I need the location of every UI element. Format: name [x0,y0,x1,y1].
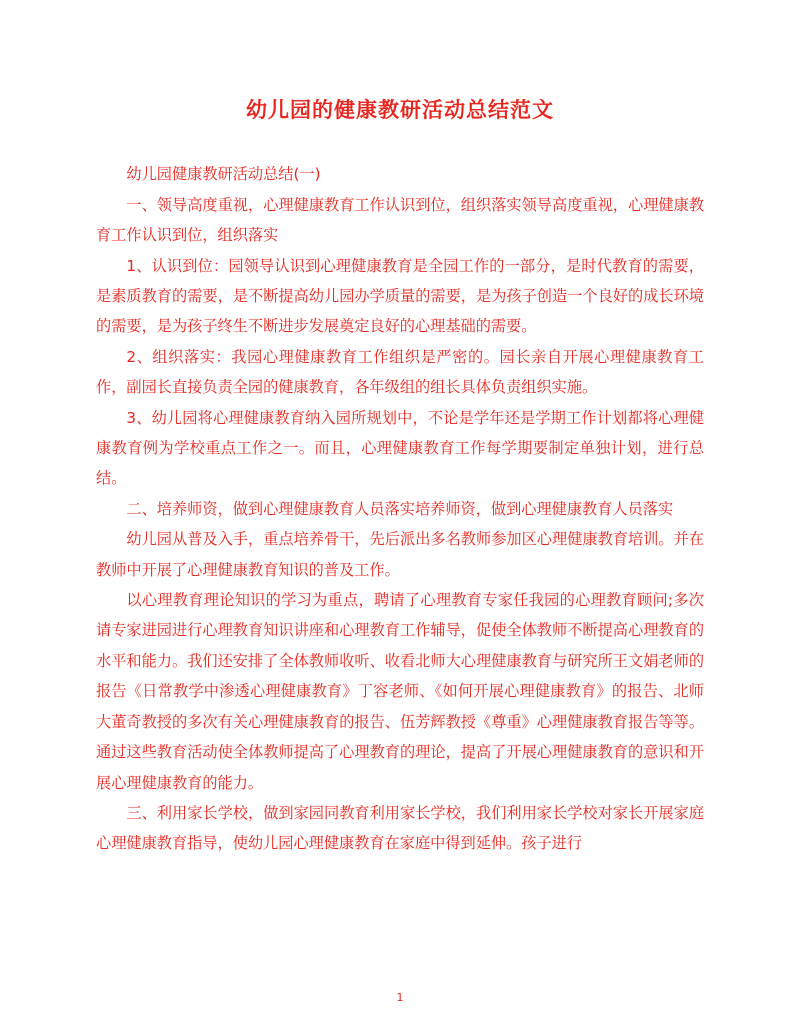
paragraph: 3、幼儿园将心理健康教育纳入园所规划中，不论是学年还是学期工作计划都将心理健康教育例为学校重点工作之一。而且，心理健康教育工作每学期要制定单独计划，进行总结。 [96,408,704,488]
paragraph: 2、组织落实：我园心理健康教育工作组织是严密的。园长亲自开展心理健康教育工作，副园长直接负责全园的健康教育，各年级组的组长具体负责组织实施。 [96,347,704,397]
paragraph-heading-section: 幼儿园健康教研活动总结(一) [126,165,321,184]
paragraph: 幼儿园从普及入手，重点培养骨干，先后派出多名教师参加区心理健康教育培训。并在教师中开展了心理健康教育知识的普及工作。 [96,530,704,579]
paragraph: 以心理教育理论知识的学习为重点，聘请了心理教育专家任我园的心理教育顾问;多次请专家进园进行心理教育知识讲座和心理教育工作辅导，促使全体教师不断提高心理教育的水平和能力。我们还安排了全体教师收听、收看北师大心理健康教育与研究所王文娟老师的报告《日常教学中渗透心理健康教育》丁容老师、《如何开展心理健康教育》的报告、北师大董奇教授的多次有关心理健康教育的报告、伍芳辉教授《尊重》心理健康教育报告等等。通过这些教育活动使全体教师提高了心理教育的理论，提高了开展心理健康教育的意识和开展心理健康教育的能力。 [96,591,704,792]
paragraph: 一、领导高度重视，心理健康教育工作认识到位，组织落实领导高度重视，心理健康教育工作认识到位，组织落实 [96,195,704,245]
paragraph: 三、利用家长学校，做到家园同教育利用家长学校，我们利用家长学校对家长开展家庭心理健康教育指导，使幼儿园心理健康教育在家庭中得到延伸。孩子进行 [96,803,704,853]
page-number: 1 [396,991,404,1004]
paragraph: 二、培养师资，做到心理健康教育人员落实培养师资，做到心理健康教育人员落实 [126,499,674,518]
page-title: 幼儿园的健康教研活动总结范文 [246,98,554,122]
document-body [96,96,704,859]
paragraph: 1、认识到位：园领导认识到心理健康教育是全园工作的一部分，是时代教育的需要，是素质教育的需要，是不断提高幼儿园办学质量的需要，是为孩子创造一个良好的成长环境的需要，是为孩子终生不断进步发展奠定良好的心理基础的需要。 [96,256,704,336]
